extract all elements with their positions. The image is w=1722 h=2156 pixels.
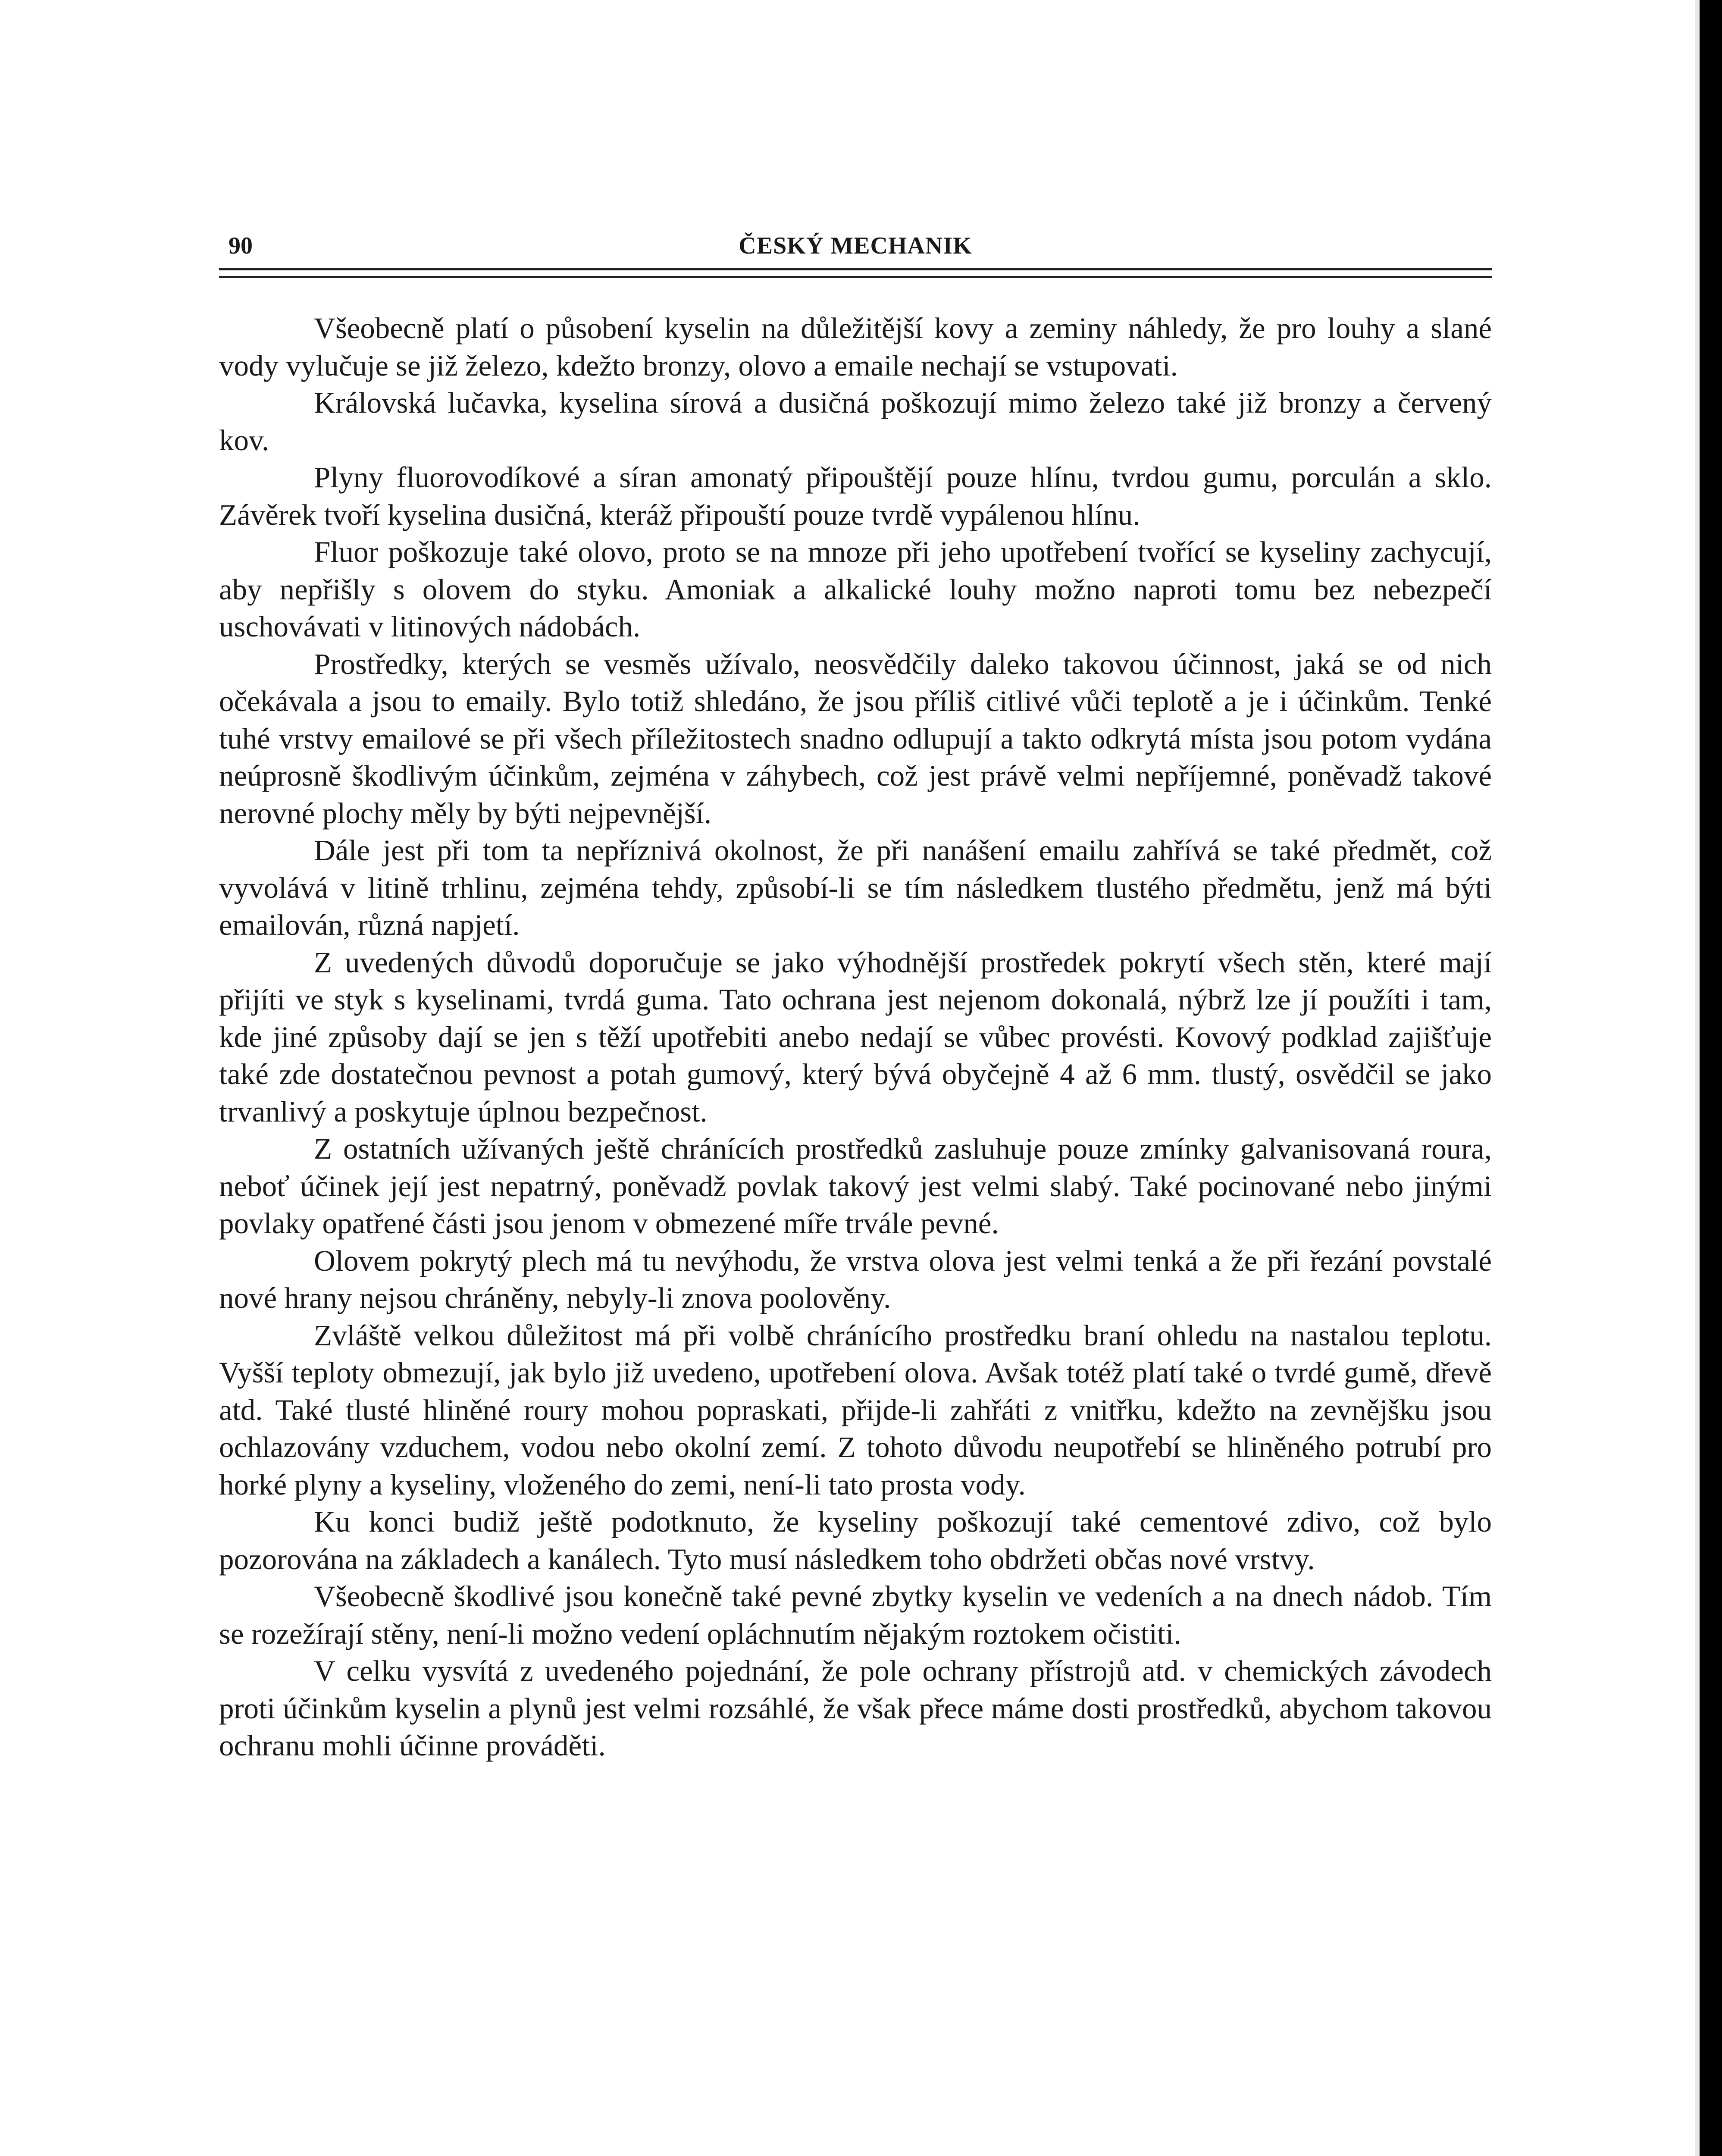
- paragraph: Všeobecně platí o působení kyselin na důležitější kovy a zeminy náhledy, že pro louhy a slané vody vylučuje se již železo, kdežto bronzy, olovo a emaile nechají se vstupovati.: [219, 312, 1492, 382]
- paragraph: Olovem pokrytý plech má tu nevýhodu, že vrstva olova jest velmi tenká a že při řezání povstalé nové hrany nejsou chráněny, nebyly-li znova poolověny.: [219, 1244, 1492, 1314]
- paragraph: Dále jest při tom ta nepříznivá okolnost, že při nanášení emailu zahřívá se také předmět, což vyvolává v litině trhlinu, zejména tehdy, způsobí-li se tím následkem tlustého předmětu, jenž má býti emailován, různá napjetí.: [219, 834, 1492, 941]
- paragraph: Zvláště velkou důležitost má při volbě chránícího prostředku braní ohledu na nastalou teplotu. Vyšší teploty obmezují, jak bylo již uvedeno, upotřebení olova. Avšak totéž platí také o tvrdé gumě, dřevě atd. Také tlusté hliněné roury mohou popraskati, přijde-li zahřáti z vnitřku, kdežto na zevnějšku jsou ochlazovány vzduchem, vodou nebo okolní zemí. Z tohoto důvodu neupotřebí se hliněného potrubí pro horké plyny a kyseliny, vloženého do zemi, není-li tato prosta vody.: [219, 1319, 1492, 1501]
- article-body: [219, 310, 1492, 1764]
- page-header: [219, 228, 1492, 258]
- page-number: 90: [229, 232, 253, 259]
- paragraph: V celku vysvítá z uvedeného pojednání, že pole ochrany přístrojů atd. v chemických závodech proti účinkům kyselin a plynů jest velmi rozsáhlé, že však přece máme dosti prostředků, abychom takovou ochranu mohli účinne prováděti.: [219, 1655, 1492, 1762]
- page-edge: [1700, 0, 1722, 2156]
- page-edge-shadow: [1695, 0, 1700, 2156]
- paragraph: Fluor poškozuje také olovo, proto se na mnoze při jeho upotřebení tvořící se kyseliny zachycují, aby nepřišly s olovem do styku. Amoniak a alkalické louhy možno naproti tomu bez nebezpečí uschovávati v litinových nádobách.: [219, 536, 1492, 643]
- header-rule-top: [219, 268, 1492, 270]
- paragraph: Královská lučavka, kyselina sírová a dusičná poškozují mimo železo také již bronzy a červený kov.: [219, 386, 1492, 457]
- header-rule-bottom: [219, 276, 1492, 278]
- paragraph: Z uvedených důvodů doporučuje se jako výhodnější prostředek pokrytí všech stěn, které mají přijíti ve styk s kyselinami, tvrdá guma. Tato ochrana jest nejenom dokonalá, nýbrž lze jí použíti i tam, kde jiné způsoby dají se jen s těží upotřebiti anebo nedají se vůbec provésti. Kovový podklad zajišťuje také zde dostatečnou pevnost a potah gumový, který bývá obyčejně 4 až 6 mm. tlustý, osvědčil se jako trvanlivý a poskytuje úplnou bezpečnost.: [219, 946, 1492, 1128]
- journal-title: ČESKÝ MECHANIK: [739, 232, 972, 259]
- paragraph: Prostředky, kterých se vesměs užívalo, neosvědčily daleko takovou účinnost, jaká se od nich očekávala a jsou to emaily. Bylo totiž shledáno, že jsou příliš citlivé vůči teplotě a je i účinkům. Tenké tuhé vrstvy emailové se při všech příležitostech snadno odlupují a takto odkrytá místa jsou potom vydána neúprosně škodlivým účinkům, zejména v záhybech, což jest právě velmi nepříjemné, poněvadž takové nerovné plochy měly by býti nejpevnější.: [219, 647, 1492, 830]
- paragraph: Všeobecně škodlivé jsou konečně také pevné zbytky kyselin ve vedeních a na dnech nádob. Tím se rozežírají stěny, není-li možno vedení opláchnutím nějakým roztokem očistiti.: [219, 1580, 1492, 1650]
- paragraph: Plyny fluorovodíkové a síran amonatý připouštějí pouze hlínu, tvrdou gumu, porculán a sklo. Závěrek tvoří kyselina dusičná, kteráž připouští pouze tvrdě vypálenou hlínu.: [219, 461, 1492, 531]
- paragraph: Ku konci budiž ještě podotknuto, že kyseliny poškozují také cementové zdivo, což bylo pozorována na základech a kanálech. Tyto musí následkem toho obdržeti občas nové vrstvy.: [219, 1505, 1492, 1576]
- paragraph: Z ostatních užívaných ještě chránících prostředků zasluhuje pouze zmínky galvanisovaná roura, neboť účinek její jest nepatrný, poněvadž povlak takový jest velmi slabý. Také pocinované nebo jinými povlaky opatřené části jsou jenom v obmezené míře trvále pevné.: [219, 1132, 1492, 1240]
